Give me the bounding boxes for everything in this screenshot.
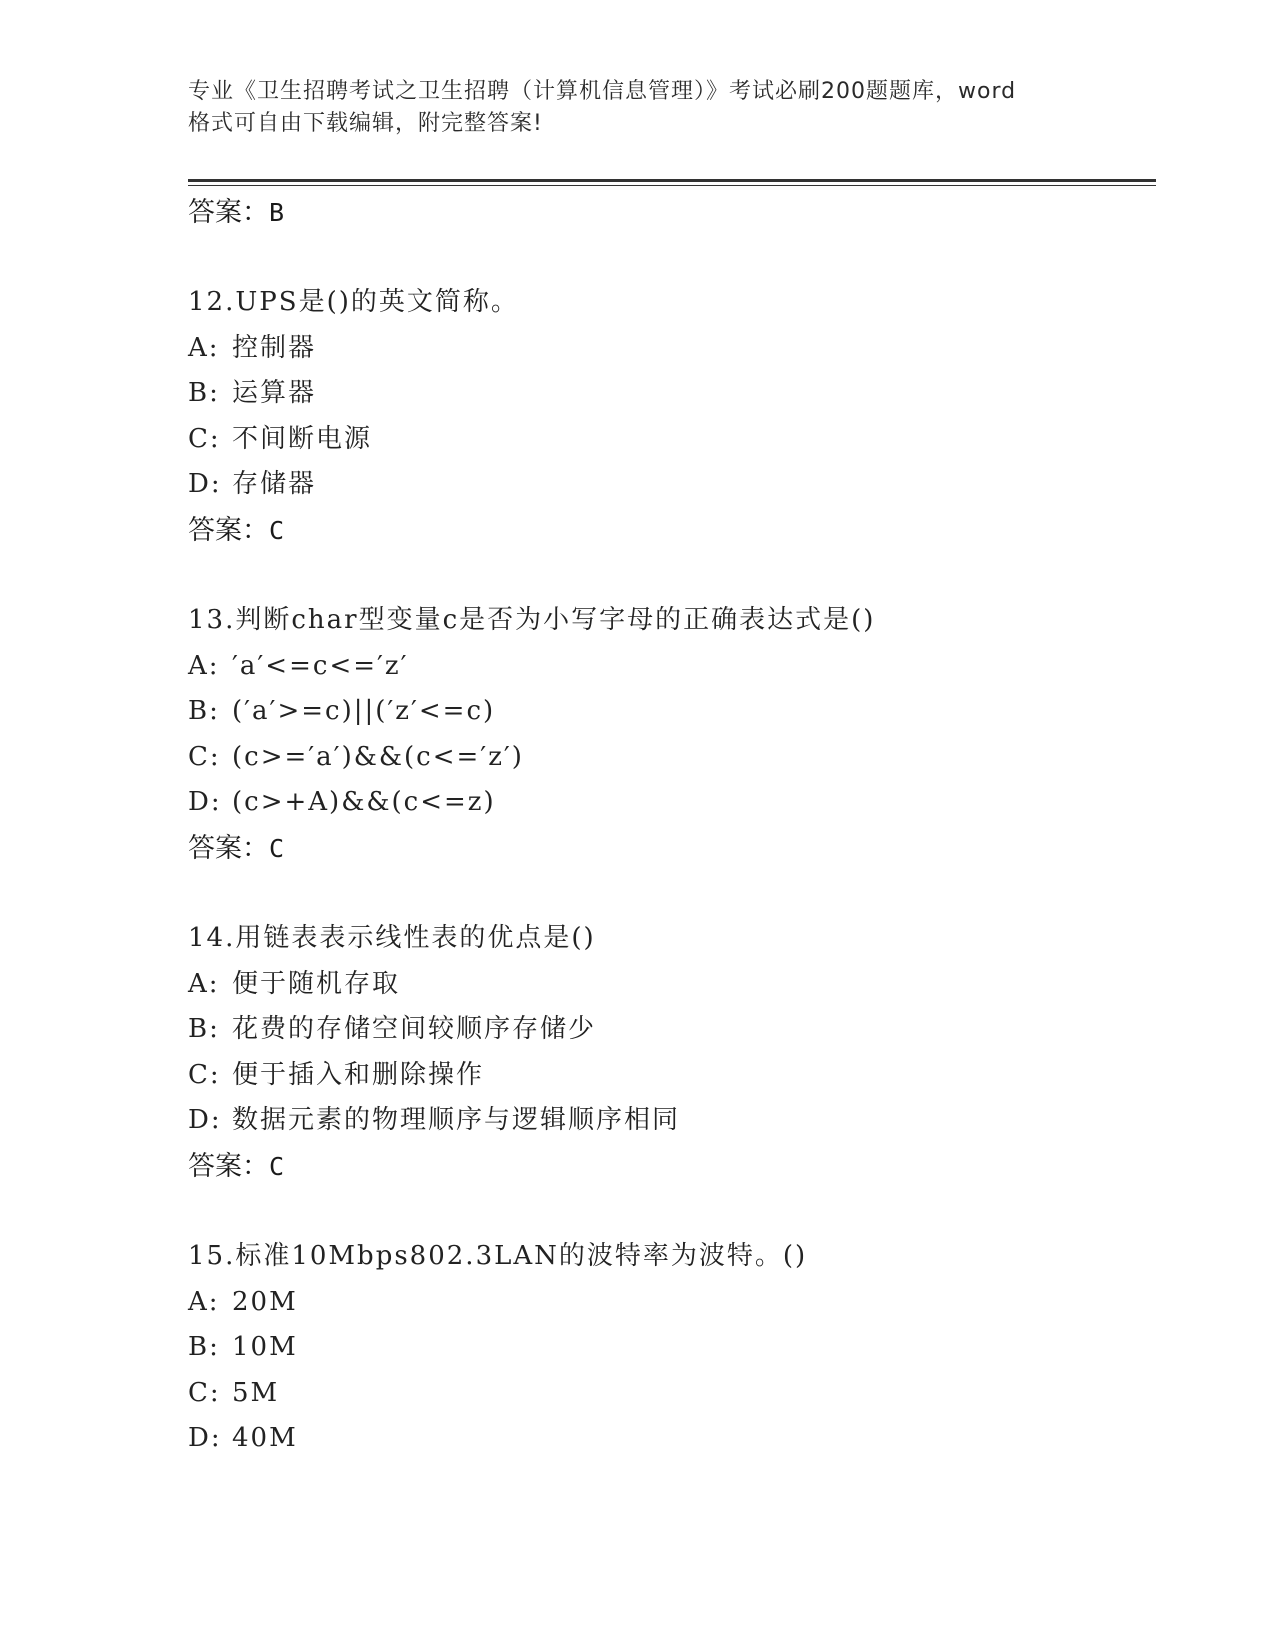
page-header — [188, 76, 1088, 140]
answer-value: C — [269, 515, 285, 545]
answer-value: C — [269, 1151, 285, 1181]
header-divider-thick — [188, 179, 1156, 182]
option-b — [188, 689, 1156, 735]
option-text: (c>=′a′)&&(c<=′z′) — [232, 741, 524, 772]
option-letter: B: — [188, 696, 220, 727]
option-letter: A: — [188, 650, 220, 681]
answer-value: B — [269, 198, 285, 227]
option-letter: A: — [188, 332, 220, 363]
option-a — [188, 644, 1156, 690]
answer-line — [188, 190, 1156, 236]
question-block — [188, 280, 1156, 554]
question-block — [188, 916, 1156, 1190]
option-letter: D: — [188, 1105, 222, 1136]
option-d — [188, 1416, 1156, 1462]
option-text: 10M — [232, 1332, 298, 1363]
option-text: 运算器 — [232, 378, 317, 409]
option-letter: A: — [188, 1286, 220, 1317]
option-text: ′a′<=c<=′z′ — [232, 650, 409, 681]
option-text: 控制器 — [232, 332, 317, 363]
option-b — [188, 1325, 1156, 1371]
option-text: 存储器 — [232, 469, 317, 500]
option-c — [188, 735, 1156, 781]
answer-label: 答案： — [188, 1150, 269, 1182]
option-letter: C: — [188, 1377, 221, 1408]
option-d — [188, 462, 1156, 508]
option-text: (c>+A)&&(c<=z) — [232, 787, 496, 818]
answer-label: 答案： — [188, 832, 269, 864]
option-b — [188, 371, 1156, 417]
question-block — [188, 598, 1156, 872]
answer-value: C — [269, 833, 285, 863]
option-letter: D: — [188, 1423, 222, 1454]
option-text: 20M — [232, 1286, 298, 1317]
option-d — [188, 1098, 1156, 1144]
option-a — [188, 962, 1156, 1008]
question-stem: 15.标准10Mbps802.3LAN的波特率为波特。() — [188, 1240, 808, 1271]
option-letter: A: — [188, 968, 220, 999]
answer-label: 答案： — [188, 514, 269, 546]
option-letter: C: — [188, 423, 221, 454]
option-letter: C: — [188, 1059, 221, 1090]
answer-label: 答案： — [188, 197, 269, 228]
option-a — [188, 1280, 1156, 1326]
option-letter: B: — [188, 1332, 220, 1363]
header-line-2: 格式可自由下载编辑，附完整答案! — [188, 111, 543, 136]
question-block — [188, 1234, 1156, 1462]
question-stem: 12.UPS是()的英文简称。 — [188, 287, 519, 317]
option-a — [188, 326, 1156, 372]
option-letter: B: — [188, 378, 220, 409]
question-stem: 14.用链表表示线性表的优点是() — [188, 922, 596, 953]
option-text: (′a′>=c)||(′z′<=c) — [232, 696, 496, 727]
option-text: 花费的存储空间较顺序存储少 — [232, 1014, 597, 1045]
question-stem: 13.判断char型变量c是否为小写字母的正确表达式是() — [188, 604, 876, 635]
option-d — [188, 780, 1156, 826]
answer-line — [188, 1144, 1156, 1190]
option-text: 40M — [232, 1423, 298, 1454]
document-body — [188, 190, 1156, 1462]
answer-line — [188, 508, 1156, 554]
option-text: 5M — [232, 1377, 280, 1408]
option-text: 数据元素的物理顺序与逻辑顺序相同 — [232, 1105, 681, 1136]
option-text: 便于插入和删除操作 — [232, 1059, 485, 1090]
header-divider-thin — [188, 185, 1156, 186]
option-c — [188, 1371, 1156, 1417]
answer-line — [188, 826, 1156, 872]
header-line-1: 专业《卫生招聘考试之卫生招聘（计算机信息管理）》考试必刷200题题库，word — [188, 79, 1017, 104]
option-c — [188, 1053, 1156, 1099]
option-text: 不间断电源 — [232, 423, 373, 454]
option-b — [188, 1007, 1156, 1053]
option-c — [188, 417, 1156, 463]
option-letter: C: — [188, 741, 221, 772]
option-letter: D: — [188, 469, 222, 500]
option-letter: B: — [188, 1014, 220, 1045]
option-text: 便于随机存取 — [232, 968, 401, 999]
option-letter: D: — [188, 787, 222, 818]
